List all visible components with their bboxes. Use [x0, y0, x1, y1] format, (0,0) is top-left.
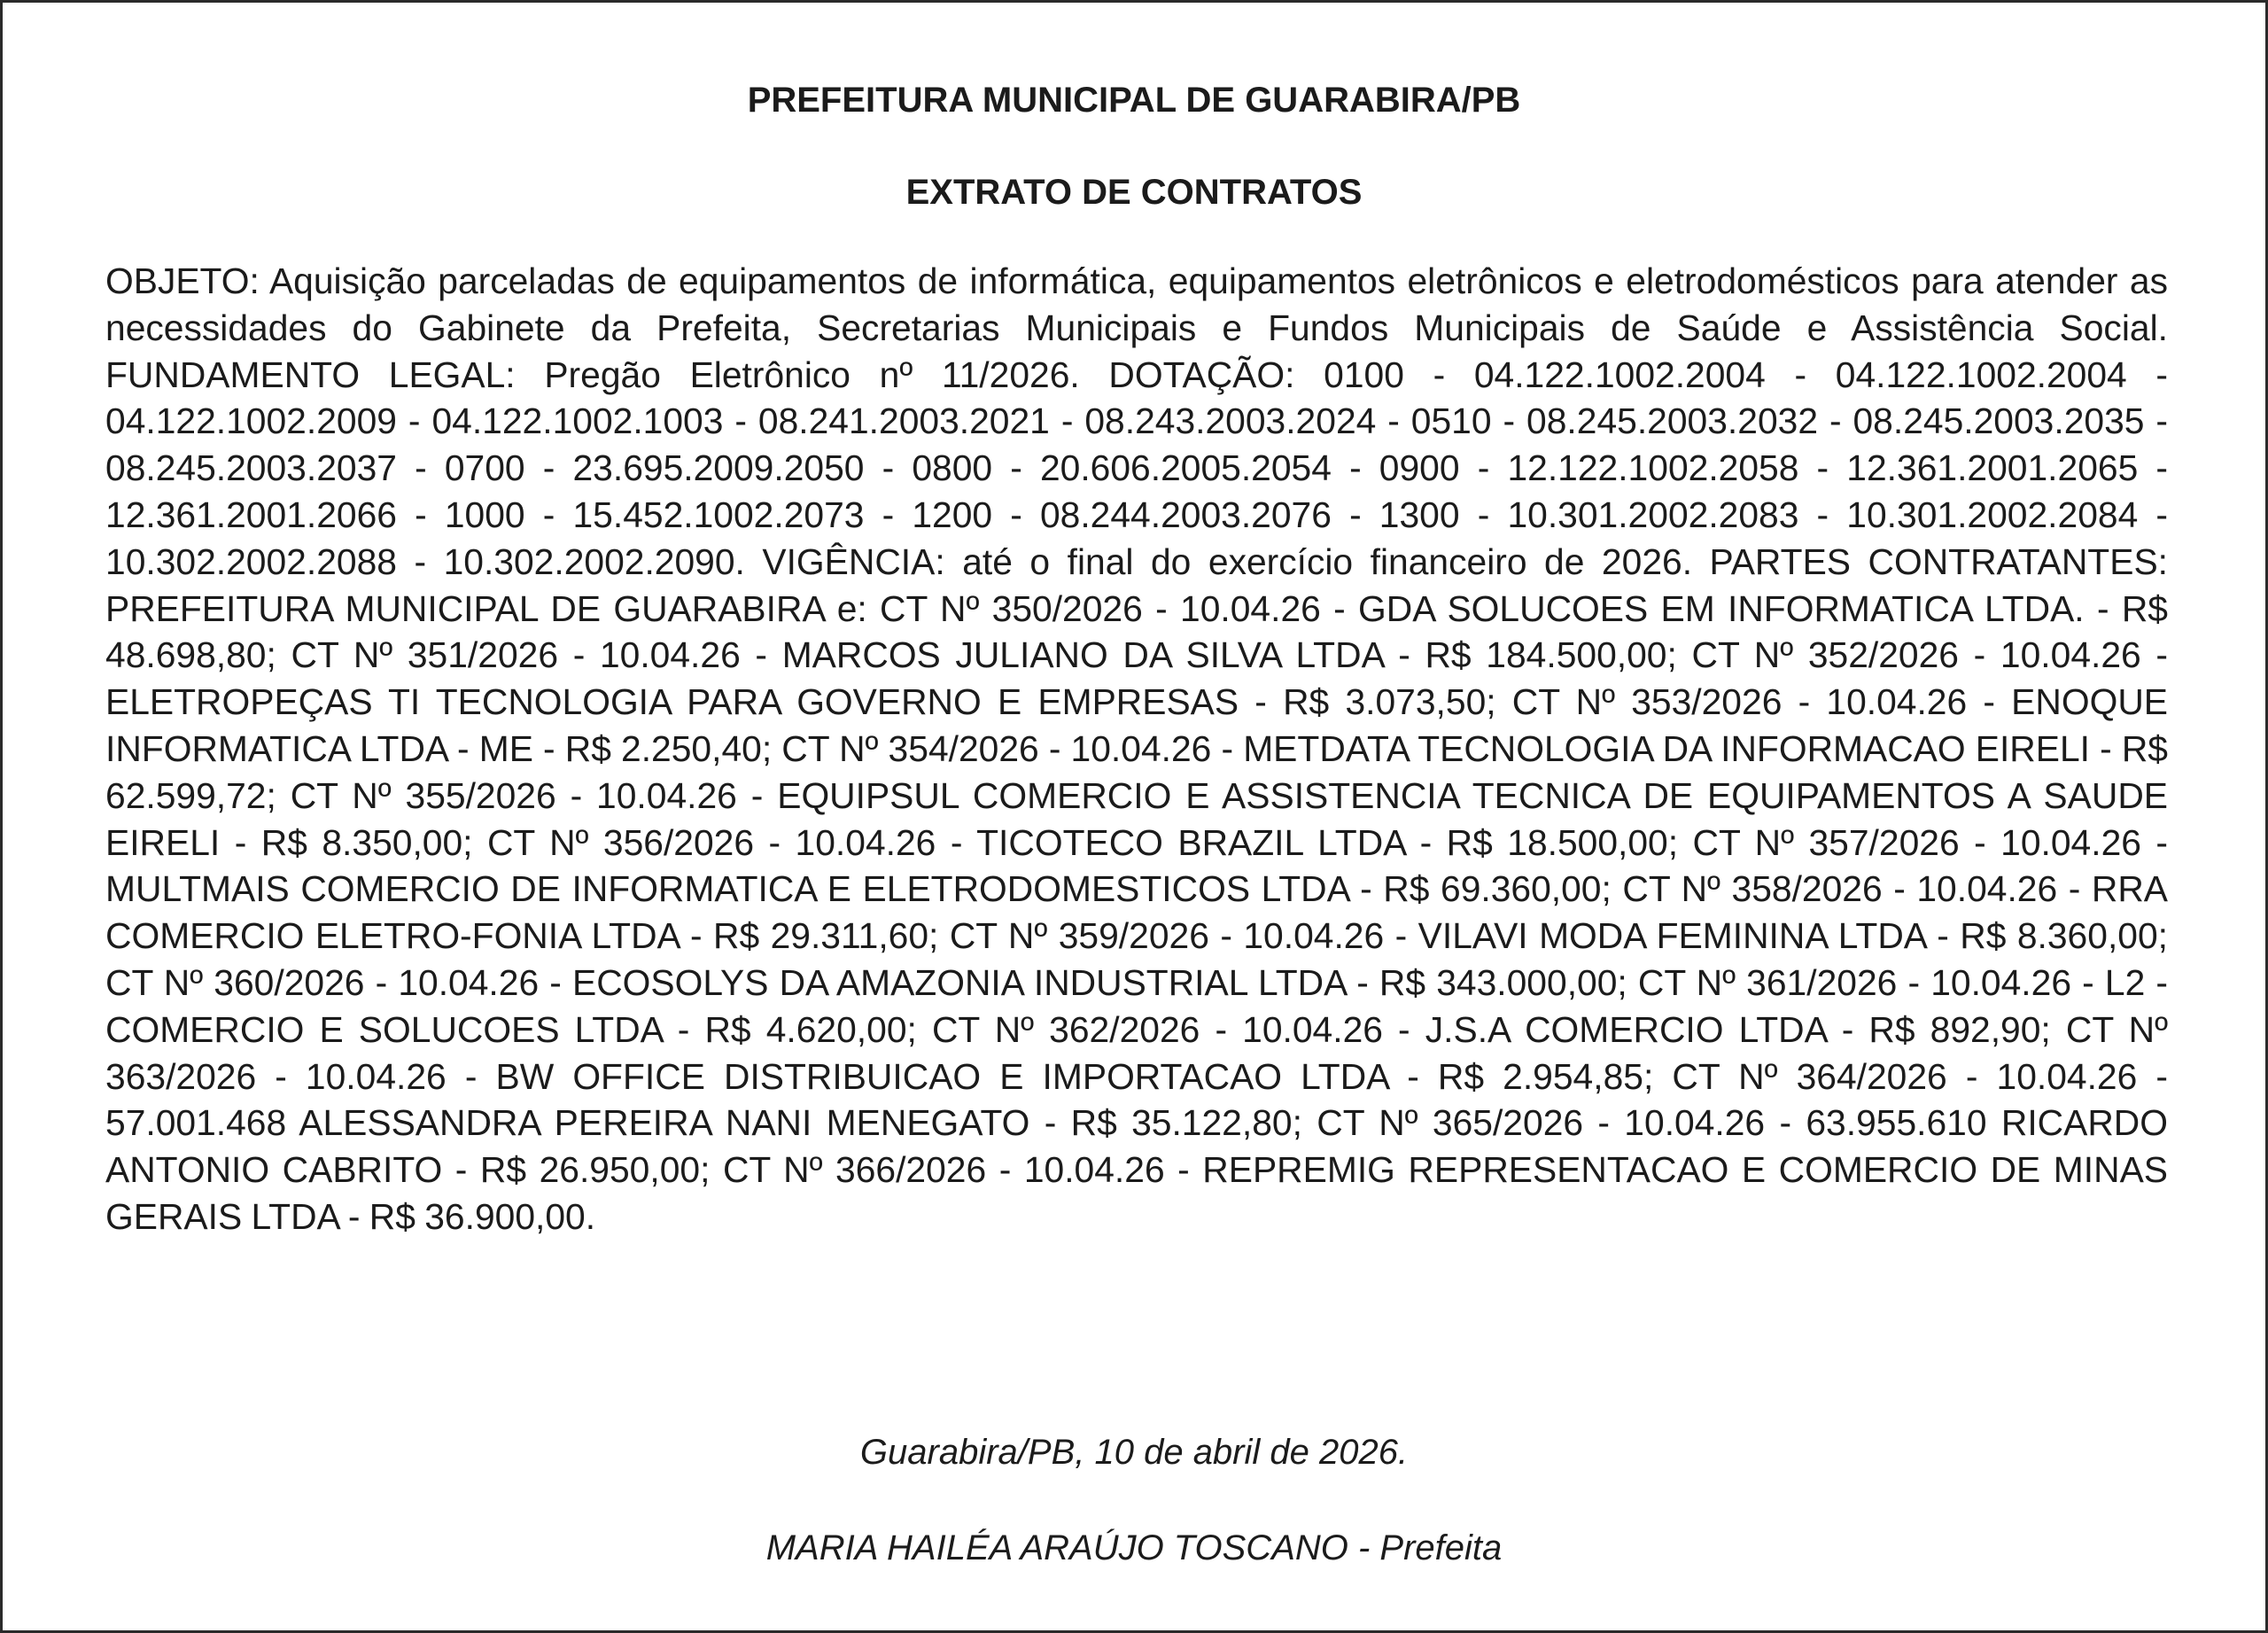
document-header: PREFEITURA MUNICIPAL DE GUARABIRA/PB	[747, 81, 1521, 120]
document-subheader: EXTRATO DE CONTRATOS	[905, 173, 1363, 212]
contracts-body-text: OBJETO: Aquisição parceladas de equipamentos de informática, equipamentos eletrônicos e eletrodomésticos para atender as necessidades do Gabinete da Prefeita, Secretarias Municipais e Fundos Municipais de Saúde e Assistência Social. FUNDAMENTO LEGAL: Pregão Eletrônico nº 11/2026. DOTAÇÃO: 0100 - 04.122.1002.2004 - 04.122.1002.2004 - 04.122.1002.2009 - 04.122.1002.1003 - 08.241.2003.2021 - 08.243.2003.2024 - 0510 - 08.245.2003.2032 - 08.245.2003.2035 - 08.245.2003.2037 - 0700 - 23.695.2009.2050 - 0800 - 20.606.2005.2054 - 0900 - 12.122.1002.2058 - 12.361.2001.2065 - 12.361.2001.2066 - 1000 - 15.452.1002.2073 - 1200 - 08.244.2003.2076 - 1300 - 10.301.2002.2083 - 10.301.2002.2084 - 10.302.2002.2088 - 10.302.2002.2090. VIGÊNCIA: até o final do exercício financeiro de 2026. PARTES CONTRATANTES: PREFEITURA MUNICIPAL DE GUARABIRA e: CT Nº 350/2026 - 10.04.26 - GDA SOLUCOES EM INFORMATICA LTDA. - R$ 48.698,80; CT Nº 351/2026 - 10.04.26 - MARCOS JULIANO DA SILVA LTDA - R$ 184.500,00; CT Nº 352/2026 - 10.04.26 - ELETROPEÇAS TI TECNOLOGIA PARA GOVERNO E EMPRESAS - R$ 3.073,50; CT Nº 353/2026 - 10.04.26 - ENOQUE INFORMATICA LTDA - ME - R$ 2.250,40; CT Nº 354/2026 - 10.04.26 - METDATA TECNOLOGIA DA INFORMACAO EIRELI - R$ 62.599,72; CT Nº 355/2026 - 10.04.26 - EQUIPSUL COMERCIO E ASSISTENCIA TECNICA DE EQUIPAMENTOS A SAUDE EIRELI - R$ 8.350,00; CT Nº 356/2026 - 10.04.26 - TICOTECO BRAZIL LTDA - R$ 18.500,00; CT Nº 357/2026 - 10.04.26 - MULTMAIS COMERCIO DE INFORMATICA E ELETRODOMESTICOS LTDA - R$ 69.360,00; CT Nº 358/2026 - 10.04.26 - RRA COMERCIO ELETRO-FONIA LTDA - R$ 29.311,60; CT Nº 359/2026 - 10.04.26 - VILAVI MODA FEMININA LTDA - R$ 8.360,00; CT Nº 360/2026 - 10.04.26 - ECOSOLYS DA AMAZONIA INDUSTRIAL LTDA - R$ 343.000,00; CT Nº 361/2026 - 10.04.26 - L2 - COMERCIO E SOLUCOES LTDA - R$ 4.620,00; CT Nº 362/2026 - 10.04.26 - J.S.A COMERCIO LTDA - R$ 892,90; CT Nº 363/2026 - 10.04.26 - BW OFFICE DISTRIBUICAO E IMPORTACAO LTDA - R$ 2.954,85; CT Nº 364/2026 - 10.04.26 - 57.001.468 ALESSANDRA PEREIRA NANI MENEGATO - R$ 35.122,80; CT Nº 365/2026 - 10.04.26 - 63.955.610 RICARDO ANTONIO CABRITO - R$ 26.950,00; CT Nº 366/2026 - 10.04.26 - REPREMIG REPRESENTACAO E COMERCIO DE MINAS GERAIS LTDA - R$ 36.900,00.	[105, 261, 2168, 1237]
place-date: Guarabira/PB, 10 de abril de 2026.	[859, 1433, 1409, 1472]
signature: MARIA HAILÉA ARAÚJO TOSCANO - Prefeita	[765, 1528, 1503, 1567]
